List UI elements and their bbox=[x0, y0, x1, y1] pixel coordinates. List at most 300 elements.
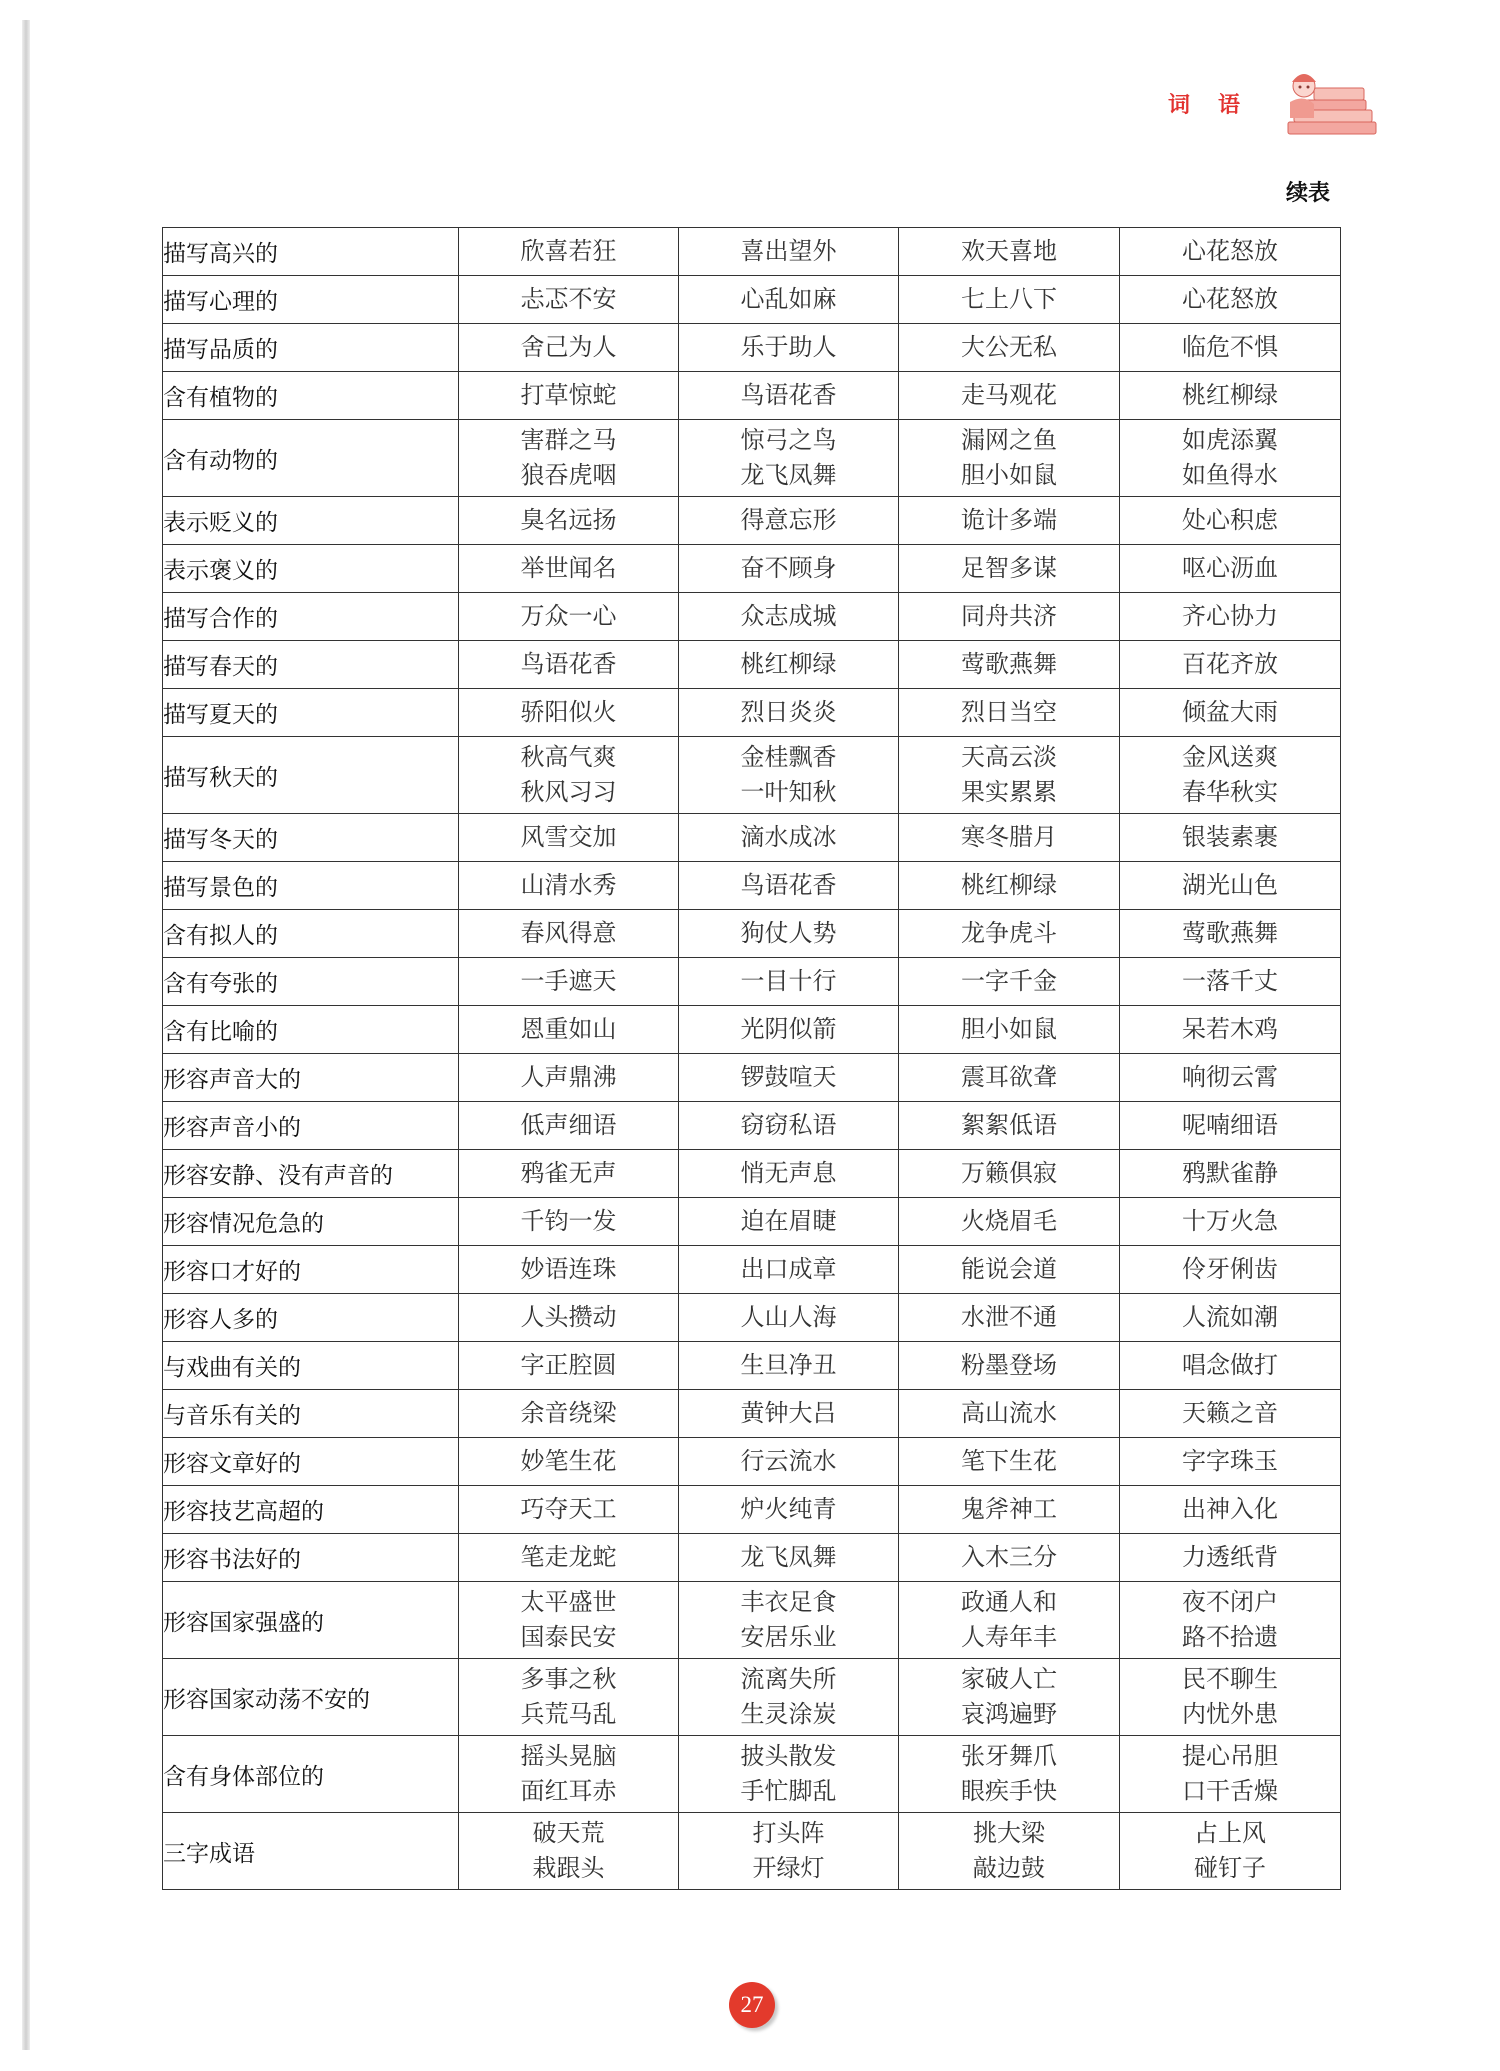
idiom-cell bbox=[679, 545, 899, 593]
idiom-text: 倾盆大雨 bbox=[1182, 698, 1278, 726]
binding-line bbox=[22, 20, 30, 2050]
idiom-cell bbox=[899, 1198, 1120, 1246]
category-cell: 表示褒义的 bbox=[163, 545, 459, 593]
table-row bbox=[163, 1342, 1341, 1390]
idiom-text: 炉火纯青 bbox=[740, 1495, 837, 1523]
idiom-cell bbox=[1120, 737, 1341, 814]
idiom-cell bbox=[679, 1736, 899, 1813]
table-row bbox=[163, 910, 1341, 958]
idiom-cell bbox=[679, 1390, 899, 1438]
table-row bbox=[163, 814, 1341, 862]
idiom-text: 走马观花 bbox=[961, 381, 1057, 409]
table-row bbox=[163, 1246, 1341, 1294]
table-row bbox=[163, 276, 1341, 324]
idiom-cell bbox=[459, 276, 679, 324]
section-header-char-1: 词 bbox=[1168, 93, 1193, 118]
idiom-cell bbox=[899, 862, 1120, 910]
idiom-cell bbox=[459, 1582, 679, 1659]
idiom-cell bbox=[459, 593, 679, 641]
idiom-text: 烈日当空 bbox=[961, 698, 1057, 726]
idiom-cell bbox=[679, 1438, 899, 1486]
idiom-text: 流离失所 bbox=[740, 1665, 837, 1693]
table-row bbox=[163, 420, 1341, 497]
idiom-text: 一目十行 bbox=[740, 967, 837, 995]
category-cell: 形容声音大的 bbox=[163, 1054, 459, 1102]
idiom-text: 一手遮天 bbox=[520, 967, 617, 995]
idiom-text: 恩重如山 bbox=[520, 1015, 617, 1043]
idiom-cell bbox=[679, 1486, 899, 1534]
idiom-cell bbox=[899, 1813, 1120, 1890]
idiom-text: 破天荒 bbox=[532, 1819, 605, 1847]
idiom-text: 莺歌燕舞 bbox=[961, 650, 1057, 678]
idiom-text: 夜不闭户 bbox=[1182, 1588, 1278, 1616]
idiom-cell bbox=[679, 1198, 899, 1246]
table-row bbox=[163, 593, 1341, 641]
idiom-text: 行云流水 bbox=[740, 1447, 837, 1475]
idiom-text: 摇头晃脑 bbox=[520, 1742, 617, 1770]
idiom-cell bbox=[1120, 862, 1341, 910]
idiom-cell bbox=[459, 910, 679, 958]
idiom-text: 风雪交加 bbox=[520, 823, 617, 851]
idiom-text: 能说会道 bbox=[961, 1255, 1057, 1283]
idiom-cell bbox=[899, 1534, 1120, 1582]
category-cell: 描写夏天的 bbox=[163, 689, 459, 737]
category-cell: 形容声音小的 bbox=[163, 1102, 459, 1150]
idiom-text: 天高云淡 bbox=[961, 743, 1057, 771]
idiom-cell bbox=[1120, 1813, 1341, 1890]
table-row bbox=[163, 1150, 1341, 1198]
idiom-cell bbox=[679, 1054, 899, 1102]
idiom-text: 打头阵 bbox=[752, 1819, 825, 1847]
idiom-text: 政通人和 bbox=[961, 1588, 1057, 1616]
idiom-cell bbox=[1120, 689, 1341, 737]
reading-girl-books-icon bbox=[1270, 62, 1380, 138]
idiom-text: 齐心协力 bbox=[1182, 602, 1278, 630]
idiom-text: 多事之秋 bbox=[520, 1665, 617, 1693]
category-cell: 描写心理的 bbox=[163, 276, 459, 324]
idiom-cell bbox=[459, 1486, 679, 1534]
idiom-text: 秋高气爽 bbox=[520, 743, 617, 771]
idiom-text: 同舟共济 bbox=[961, 602, 1057, 630]
idiom-cell bbox=[899, 276, 1120, 324]
idiom-text: 一落千丈 bbox=[1182, 967, 1278, 995]
idiom-text: 龙争虎斗 bbox=[961, 919, 1057, 947]
idiom-cell bbox=[899, 1486, 1120, 1534]
idiom-text: 桃红柳绿 bbox=[1182, 381, 1278, 409]
idiom-cell bbox=[459, 1294, 679, 1342]
idiom-text: 舍己为人 bbox=[520, 333, 617, 361]
idiom-text: 鸟语花香 bbox=[740, 871, 837, 899]
idiom-cell bbox=[679, 1659, 899, 1736]
idiom-text: 絮絮低语 bbox=[961, 1111, 1057, 1139]
category-cell: 形容口才好的 bbox=[163, 1246, 459, 1294]
idiom-text: 鸦默雀静 bbox=[1182, 1159, 1278, 1187]
category-cell: 形容情况危急的 bbox=[163, 1198, 459, 1246]
idiom-cell bbox=[679, 689, 899, 737]
idiom-cell bbox=[899, 1102, 1120, 1150]
table-row bbox=[163, 737, 1341, 814]
table-row bbox=[163, 372, 1341, 420]
idiom-text: 人流如潮 bbox=[1182, 1303, 1278, 1331]
idiom-text: 大公无私 bbox=[961, 333, 1057, 361]
idiom-cell bbox=[679, 420, 899, 497]
table-row bbox=[163, 1294, 1341, 1342]
idiom-text: 果实累累 bbox=[961, 778, 1057, 806]
idiom-cell bbox=[1120, 593, 1341, 641]
idiom-text: 得意忘形 bbox=[740, 506, 837, 534]
idiom-cell bbox=[459, 372, 679, 420]
idiom-text: 家破人亡 bbox=[961, 1665, 1057, 1693]
idiom-cell bbox=[1120, 276, 1341, 324]
idiom-cell bbox=[679, 910, 899, 958]
table-row bbox=[163, 497, 1341, 545]
idiom-text: 处心积虑 bbox=[1182, 506, 1278, 534]
idiom-cell bbox=[899, 1390, 1120, 1438]
idiom-text: 山清水秀 bbox=[520, 871, 617, 899]
idiom-cell bbox=[459, 689, 679, 737]
idiom-text: 惊弓之鸟 bbox=[740, 426, 837, 454]
idiom-text: 金风送爽 bbox=[1182, 743, 1278, 771]
idiom-text: 狼吞虎咽 bbox=[520, 461, 617, 489]
idiom-text: 狗仗人势 bbox=[740, 919, 837, 947]
idiom-text: 国泰民安 bbox=[520, 1623, 617, 1651]
idiom-cell bbox=[459, 1150, 679, 1198]
idiom-cell bbox=[899, 737, 1120, 814]
idiom-cell bbox=[1120, 324, 1341, 372]
table-row bbox=[163, 1582, 1341, 1659]
idiom-text: 心花怒放 bbox=[1182, 285, 1278, 313]
idiom-cell bbox=[679, 324, 899, 372]
idiom-text: 伶牙俐齿 bbox=[1182, 1255, 1278, 1283]
idiom-cell bbox=[1120, 1006, 1341, 1054]
idiom-text: 唱念做打 bbox=[1182, 1351, 1278, 1379]
category-cell: 含有身体部位的 bbox=[163, 1736, 459, 1813]
idiom-text: 字正腔圆 bbox=[520, 1351, 617, 1379]
idiom-text: 害群之马 bbox=[520, 426, 617, 454]
idiom-text: 妙笔生花 bbox=[520, 1447, 617, 1475]
idiom-text: 呢喃细语 bbox=[1182, 1111, 1278, 1139]
category-cell: 含有夸张的 bbox=[163, 958, 459, 1006]
idiom-cell bbox=[899, 1659, 1120, 1736]
idiom-text: 妙语连珠 bbox=[520, 1255, 617, 1283]
idiom-text: 胆小如鼠 bbox=[961, 1015, 1057, 1043]
idiom-text: 粉墨登场 bbox=[961, 1351, 1057, 1379]
idiom-cell bbox=[1120, 1294, 1341, 1342]
idiom-cell bbox=[899, 689, 1120, 737]
idiom-text: 力透纸背 bbox=[1182, 1543, 1278, 1571]
idiom-cell bbox=[459, 862, 679, 910]
category-cell: 形容文章好的 bbox=[163, 1438, 459, 1486]
idiom-cell bbox=[679, 1102, 899, 1150]
idiom-text: 人寿年丰 bbox=[961, 1623, 1057, 1651]
idiom-cell bbox=[1120, 1198, 1341, 1246]
idiom-text: 内忧外患 bbox=[1182, 1700, 1278, 1728]
idiom-cell bbox=[899, 1246, 1120, 1294]
idiom-text: 七上八下 bbox=[961, 285, 1057, 313]
idiom-text: 奋不顾身 bbox=[740, 554, 837, 582]
idiom-text: 呕心沥血 bbox=[1182, 554, 1278, 582]
idiom-cell bbox=[679, 276, 899, 324]
idiom-text: 路不拾遗 bbox=[1182, 1623, 1278, 1651]
idiom-cell bbox=[459, 1342, 679, 1390]
idiom-text: 人头攒动 bbox=[520, 1303, 617, 1331]
idiom-text: 滴水成冰 bbox=[740, 823, 837, 851]
idiom-cell bbox=[459, 545, 679, 593]
idiom-text: 心乱如麻 bbox=[740, 285, 837, 313]
table-row bbox=[163, 1102, 1341, 1150]
idiom-cell bbox=[1120, 1582, 1341, 1659]
idiom-text: 百花齐放 bbox=[1182, 650, 1278, 678]
idiom-text: 黄钟大吕 bbox=[740, 1399, 837, 1427]
idiom-cell bbox=[459, 1736, 679, 1813]
idiom-cell bbox=[679, 1246, 899, 1294]
idiom-text: 欣喜若狂 bbox=[520, 237, 617, 265]
idiom-text: 开绿灯 bbox=[752, 1854, 825, 1882]
idiom-text: 生灵涂炭 bbox=[740, 1700, 837, 1728]
idiom-cell bbox=[899, 958, 1120, 1006]
idiom-text: 千钧一发 bbox=[520, 1207, 617, 1235]
section-header bbox=[1168, 88, 1268, 119]
idiom-cell bbox=[459, 420, 679, 497]
idiom-text: 金桂飘香 bbox=[740, 743, 837, 771]
table-row bbox=[163, 1198, 1341, 1246]
category-cell: 三字成语 bbox=[163, 1813, 459, 1890]
idiom-cell bbox=[899, 814, 1120, 862]
idiom-cell bbox=[1120, 1342, 1341, 1390]
category-cell: 描写秋天的 bbox=[163, 737, 459, 814]
idiom-text: 兵荒马乱 bbox=[520, 1700, 617, 1728]
idiom-text: 巧夺天工 bbox=[520, 1495, 617, 1523]
category-cell: 形容技艺高超的 bbox=[163, 1486, 459, 1534]
idiom-cell bbox=[899, 420, 1120, 497]
idiom-cell bbox=[679, 814, 899, 862]
idiom-cell bbox=[1120, 1150, 1341, 1198]
idiom-cell bbox=[899, 372, 1120, 420]
idiom-cell bbox=[679, 1006, 899, 1054]
idiom-cell bbox=[1120, 1486, 1341, 1534]
idiom-cell bbox=[1120, 910, 1341, 958]
idiom-cell bbox=[1120, 497, 1341, 545]
idiom-text: 震耳欲聋 bbox=[961, 1063, 1057, 1091]
idiom-text: 龙飞凤舞 bbox=[740, 461, 837, 489]
table-row bbox=[163, 324, 1341, 372]
section-header-char-2: 语 bbox=[1218, 93, 1243, 118]
idiom-text: 乐于助人 bbox=[740, 333, 837, 361]
table-row bbox=[163, 862, 1341, 910]
idiom-text: 笔下生花 bbox=[961, 1447, 1057, 1475]
category-cell: 描写品质的 bbox=[163, 324, 459, 372]
idiom-cell bbox=[899, 324, 1120, 372]
idiom-text: 打草惊蛇 bbox=[520, 381, 617, 409]
category-cell: 描写冬天的 bbox=[163, 814, 459, 862]
idiom-text: 鸟语花香 bbox=[520, 650, 617, 678]
idiom-cell bbox=[899, 1342, 1120, 1390]
idiom-cell bbox=[459, 737, 679, 814]
idiom-text: 光阴似箭 bbox=[740, 1015, 837, 1043]
table-row bbox=[163, 1390, 1341, 1438]
idiom-cell bbox=[899, 1582, 1120, 1659]
idiom-text: 安居乐业 bbox=[740, 1623, 837, 1651]
idiom-cell bbox=[899, 1438, 1120, 1486]
idiom-text: 如鱼得水 bbox=[1182, 461, 1278, 489]
idiom-cell bbox=[679, 372, 899, 420]
idiom-text: 挑大梁 bbox=[973, 1819, 1045, 1847]
idiom-text: 出神入化 bbox=[1182, 1495, 1278, 1523]
idiom-cell bbox=[679, 1150, 899, 1198]
idiom-cell bbox=[679, 1294, 899, 1342]
idiom-cell bbox=[459, 228, 679, 276]
idiom-text: 万籁俱寂 bbox=[961, 1159, 1057, 1187]
idiom-cell bbox=[679, 1342, 899, 1390]
idiom-text: 漏网之鱼 bbox=[961, 426, 1057, 454]
idiom-cell bbox=[1120, 1438, 1341, 1486]
idiom-text: 锣鼓喧天 bbox=[740, 1063, 837, 1091]
idiom-text: 低声细语 bbox=[520, 1111, 617, 1139]
idiom-cell bbox=[1120, 641, 1341, 689]
idiom-cell bbox=[899, 641, 1120, 689]
idiom-text: 秋风习习 bbox=[520, 778, 617, 806]
idiom-cell bbox=[459, 1813, 679, 1890]
idiom-cell bbox=[679, 641, 899, 689]
idiom-text: 寒冬腊月 bbox=[961, 823, 1057, 851]
idiom-text: 春华秋实 bbox=[1182, 778, 1278, 806]
idiom-text: 万众一心 bbox=[520, 602, 617, 630]
idiom-text: 张牙舞爪 bbox=[961, 1742, 1057, 1770]
idiom-text: 喜出望外 bbox=[740, 237, 837, 265]
idiom-text: 桃红柳绿 bbox=[961, 871, 1057, 899]
category-cell: 含有比喻的 bbox=[163, 1006, 459, 1054]
idiom-text: 莺歌燕舞 bbox=[1182, 919, 1278, 947]
idiom-table bbox=[162, 227, 1341, 1890]
idiom-text: 碰钉子 bbox=[1194, 1854, 1266, 1882]
idiom-cell bbox=[459, 1659, 679, 1736]
idiom-text: 口干舌燥 bbox=[1182, 1777, 1278, 1805]
idiom-text: 足智多谋 bbox=[961, 554, 1057, 582]
idiom-cell bbox=[459, 958, 679, 1006]
idiom-cell bbox=[459, 1438, 679, 1486]
category-cell: 与戏曲有关的 bbox=[163, 1342, 459, 1390]
idiom-text: 余音绕梁 bbox=[520, 1399, 617, 1427]
idiom-cell bbox=[679, 737, 899, 814]
idiom-text: 众志成城 bbox=[740, 602, 837, 630]
idiom-cell bbox=[1120, 1246, 1341, 1294]
idiom-text: 敲边鼓 bbox=[973, 1854, 1045, 1882]
table-row bbox=[163, 958, 1341, 1006]
idiom-text: 鬼斧神工 bbox=[961, 1495, 1057, 1523]
table-row bbox=[163, 689, 1341, 737]
idiom-text: 字字珠玉 bbox=[1182, 1447, 1278, 1475]
idiom-text: 桃红柳绿 bbox=[740, 650, 837, 678]
idiom-text: 丰衣足食 bbox=[740, 1588, 837, 1616]
idiom-cell bbox=[459, 814, 679, 862]
idiom-cell bbox=[679, 593, 899, 641]
idiom-cell bbox=[899, 228, 1120, 276]
idiom-text: 举世闻名 bbox=[520, 554, 617, 582]
continued-table-label: 续表 bbox=[1286, 181, 1331, 206]
category-cell: 表示贬义的 bbox=[163, 497, 459, 545]
idiom-cell bbox=[1120, 1736, 1341, 1813]
idiom-text: 臭名远扬 bbox=[520, 506, 617, 534]
category-cell: 描写高兴的 bbox=[163, 228, 459, 276]
idiom-cell bbox=[899, 1006, 1120, 1054]
category-cell: 描写春天的 bbox=[163, 641, 459, 689]
idiom-text: 占上风 bbox=[1194, 1819, 1266, 1847]
idiom-cell bbox=[679, 1534, 899, 1582]
idiom-text: 人声鼎沸 bbox=[520, 1063, 617, 1091]
idiom-text: 哀鸿遍野 bbox=[961, 1700, 1057, 1728]
idiom-cell bbox=[1120, 1659, 1341, 1736]
category-cell: 形容安静、没有声音的 bbox=[163, 1150, 459, 1198]
table-row bbox=[163, 1534, 1341, 1582]
category-cell: 形容书法好的 bbox=[163, 1534, 459, 1582]
idiom-cell bbox=[899, 545, 1120, 593]
idiom-text: 民不聊生 bbox=[1182, 1665, 1278, 1693]
idiom-text: 骄阳似火 bbox=[520, 698, 617, 726]
idiom-cell bbox=[899, 1294, 1120, 1342]
table-row bbox=[163, 1736, 1341, 1813]
idiom-cell bbox=[459, 1246, 679, 1294]
idiom-text: 龙飞凤舞 bbox=[740, 1543, 837, 1571]
idiom-text: 手忙脚乱 bbox=[740, 1777, 837, 1805]
idiom-text: 鸦雀无声 bbox=[520, 1159, 617, 1187]
category-cell: 描写合作的 bbox=[163, 593, 459, 641]
idiom-cell bbox=[1120, 1054, 1341, 1102]
idiom-text: 胆小如鼠 bbox=[961, 461, 1057, 489]
idiom-cell bbox=[1120, 1102, 1341, 1150]
table-row bbox=[163, 1054, 1341, 1102]
idiom-cell bbox=[1120, 228, 1341, 276]
idiom-cell bbox=[459, 1390, 679, 1438]
category-cell: 形容人多的 bbox=[163, 1294, 459, 1342]
idiom-text: 太平盛世 bbox=[520, 1588, 617, 1616]
idiom-text: 生旦净丑 bbox=[740, 1351, 837, 1379]
idiom-text: 忐忑不安 bbox=[520, 285, 617, 313]
idiom-text: 面红耳赤 bbox=[520, 1777, 617, 1805]
idiom-text: 临危不惧 bbox=[1182, 333, 1278, 361]
idiom-cell bbox=[459, 1006, 679, 1054]
idiom-cell bbox=[899, 1736, 1120, 1813]
idiom-cell bbox=[459, 641, 679, 689]
idiom-text: 火烧眉毛 bbox=[961, 1207, 1057, 1235]
idiom-text: 欢天喜地 bbox=[961, 237, 1057, 265]
idiom-text: 如虎添翼 bbox=[1182, 426, 1278, 454]
category-cell: 含有拟人的 bbox=[163, 910, 459, 958]
table-row bbox=[163, 1006, 1341, 1054]
category-cell: 形容国家强盛的 bbox=[163, 1582, 459, 1659]
idiom-text: 鸟语花香 bbox=[740, 381, 837, 409]
idiom-text: 迫在眉睫 bbox=[740, 1207, 837, 1235]
idiom-cell bbox=[1120, 1390, 1341, 1438]
idiom-cell bbox=[459, 324, 679, 372]
idiom-text: 心花怒放 bbox=[1182, 237, 1278, 265]
page-number: 27 bbox=[729, 1982, 775, 2028]
idiom-text: 眼疾手快 bbox=[961, 1777, 1057, 1805]
idiom-cell bbox=[1120, 420, 1341, 497]
idiom-cell bbox=[1120, 814, 1341, 862]
idiom-text: 提心吊胆 bbox=[1182, 1742, 1278, 1770]
idiom-text: 栽跟头 bbox=[532, 1854, 605, 1882]
category-cell: 描写景色的 bbox=[163, 862, 459, 910]
idiom-cell bbox=[679, 1582, 899, 1659]
idiom-cell bbox=[1120, 1534, 1341, 1582]
idiom-cell bbox=[1120, 372, 1341, 420]
idiom-text: 披头散发 bbox=[740, 1742, 837, 1770]
table-row bbox=[163, 1438, 1341, 1486]
idiom-text: 十万火急 bbox=[1182, 1207, 1278, 1235]
idiom-text: 春风得意 bbox=[520, 919, 617, 947]
idiom-cell bbox=[679, 497, 899, 545]
idiom-text: 出口成章 bbox=[740, 1255, 837, 1283]
